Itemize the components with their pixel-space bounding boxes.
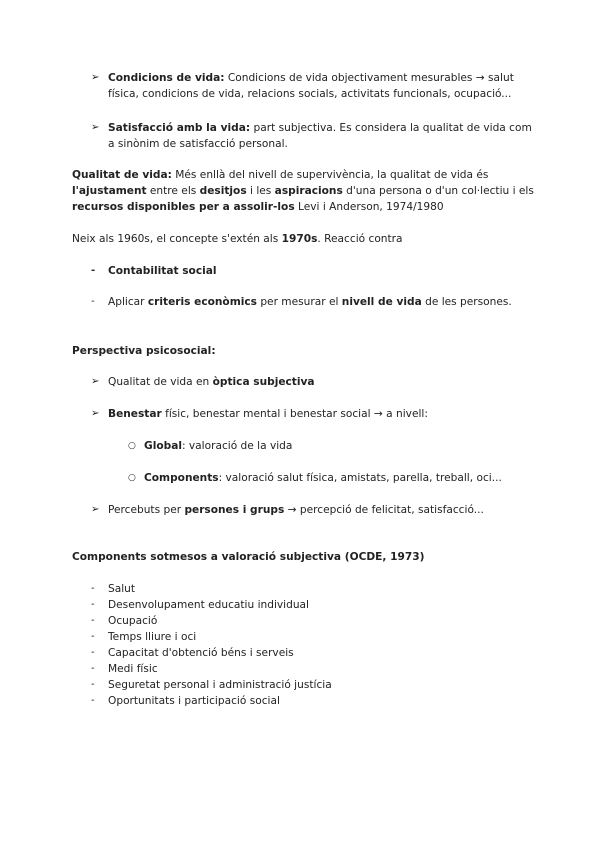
text-span: i les <box>246 185 275 197</box>
list-item <box>91 645 540 661</box>
bold-span: òptica subjectiva <box>212 376 315 388</box>
list-item <box>91 597 540 613</box>
term-label: Satisfacció amb la vida: <box>108 122 251 134</box>
text-span: entre els <box>146 185 200 197</box>
dash-bullet-icon: - <box>91 583 95 594</box>
text-span: de les persones. <box>421 296 512 308</box>
list-item-percebuts <box>91 502 540 518</box>
item-text: Salut <box>108 583 136 595</box>
list-item-contabilitat <box>91 263 540 279</box>
dash-bullet-icon: - <box>91 695 95 706</box>
text-span: per mesurar el <box>256 296 342 308</box>
text-span: Qualitat de vida en <box>108 376 213 388</box>
item-text: Desenvolupament educatiu individual <box>108 599 309 611</box>
item-text: Capacitat d'obtenció béns i serveis <box>108 647 294 659</box>
item-text: Seguretat personal i administració justícia <box>108 679 332 691</box>
list-item-condicions <box>91 70 540 102</box>
list-item-components <box>128 470 540 486</box>
text-span: : valoració salut física, amistats, parella, treball, oci... <box>218 472 502 484</box>
bold-span: 1970s <box>281 233 318 245</box>
list-item <box>91 661 540 677</box>
dash-bullet-icon: - <box>91 679 95 690</box>
arrow-bullet-icon: ➢ <box>91 122 100 133</box>
definition-text: part subjectiva. Es considera la qualitat de vida com a sinònim de satisfacció personal. <box>108 122 532 150</box>
text-span: Aplicar <box>108 296 148 308</box>
text-span: d'una persona o d'un col·lectiu i els <box>342 185 534 197</box>
dash-bullet-icon: - <box>91 663 95 674</box>
arrow-bullet-icon: ➢ <box>91 408 100 419</box>
bold-span: Benestar <box>108 408 162 420</box>
list-item-benestar <box>91 406 540 422</box>
bold-span: Global <box>144 440 182 452</box>
text-span: Neix als 1960s, el concepte s'extén als <box>72 233 282 245</box>
citation-text: Levi i Anderson, 1974/1980 <box>294 201 444 213</box>
bold-span: recursos disponibles per a assolir-los <box>72 201 295 213</box>
ocde-list <box>91 581 540 709</box>
bold-span: l'ajustament <box>72 185 147 197</box>
dash-bullet-icon: - <box>91 631 95 642</box>
list-item <box>91 581 540 597</box>
bold-span: aspiracions <box>274 185 343 197</box>
text-span: físic, benestar mental i benestar social → a nivell: <box>161 408 428 420</box>
text-span: . Reacció contra <box>317 233 403 245</box>
dash-bullet-icon: - <box>91 296 95 307</box>
bold-span: Contabilitat social <box>108 265 217 277</box>
list-item-satisfaccio <box>91 120 540 152</box>
arrow-bullet-icon: ➢ <box>91 72 100 83</box>
list-item-optica <box>91 374 540 390</box>
arrow-bullet-icon: ➢ <box>91 376 100 387</box>
item-text: Ocupació <box>108 615 158 627</box>
circle-bullet-icon: ○ <box>128 441 136 451</box>
circle-bullet-icon: ○ <box>128 473 136 483</box>
bold-span: persones i grups <box>184 504 285 516</box>
item-text: Medi físic <box>108 663 158 675</box>
arrow-bullet-icon: ➢ <box>91 504 100 515</box>
list-item <box>91 677 540 693</box>
definition-text: Condicions de vida objectivament mesurables → salut física, condicions de vida, relacions socials, activitats funcionals, ocupació... <box>108 72 514 100</box>
list-item <box>91 613 540 629</box>
term-label: Condicions de vida: <box>108 72 225 84</box>
dash-bullet-icon: - <box>91 265 96 276</box>
dash-bullet-icon: - <box>91 615 95 626</box>
ocde-heading <box>72 549 540 565</box>
text-span: Percebuts per <box>108 504 185 516</box>
list-item <box>91 629 540 645</box>
text-span: : valoració de la vida <box>181 440 293 452</box>
item-text: Temps lliure i oci <box>108 631 197 643</box>
text-span: Més enllà del nivell de supervivència, la qualitat de vida és <box>171 169 489 181</box>
bold-span: Components <box>144 472 219 484</box>
bold-span: desitjos <box>199 185 247 197</box>
bold-span: nivell de vida <box>341 296 422 308</box>
item-text: Oportunitats i participació social <box>108 695 280 707</box>
list-item <box>91 693 540 709</box>
heading-text: Perspectiva psicosocial: <box>72 345 216 357</box>
qualitat-term: Qualitat de vida: <box>72 169 172 181</box>
list-item-global <box>128 438 540 454</box>
neix-paragraph <box>72 231 540 247</box>
psicosocial-heading <box>72 343 540 359</box>
bold-span: criteris econòmics <box>147 296 257 308</box>
heading-text: Components sotmesos a valoració subjectiva (OCDE, 1973) <box>72 551 425 563</box>
dash-bullet-icon: - <box>91 599 95 610</box>
dash-bullet-icon: - <box>91 647 95 658</box>
list-item-aplicar <box>91 294 540 310</box>
text-span: → percepció de felicitat, satisfacció... <box>284 504 484 516</box>
qualitat-paragraph <box>72 167 540 215</box>
